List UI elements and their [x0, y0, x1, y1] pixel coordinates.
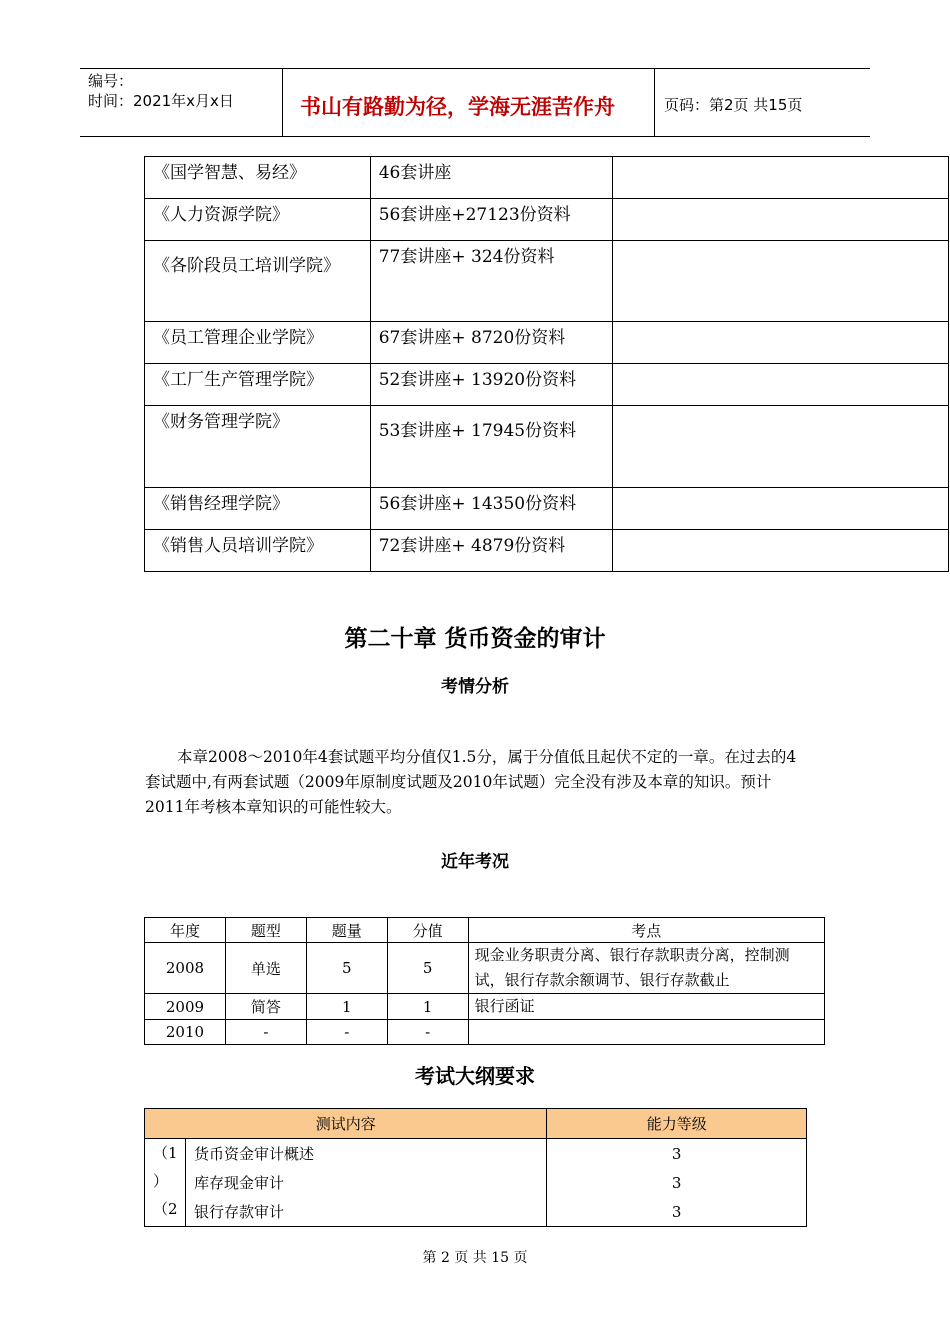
syllabus-item: 货币资金审计概述 [185, 1139, 546, 1169]
resource-name: 《员工管理企业学院》 [145, 322, 371, 364]
table-cell [468, 1020, 824, 1045]
column-header: 测试内容 [145, 1109, 547, 1139]
page-footer: 第 2 页 共 15 页 [422, 1250, 528, 1266]
resource-name: 《销售经理学院》 [145, 488, 371, 530]
syllabus-level: 3 [547, 1139, 807, 1169]
syllabus-item: 库存现金审计 [185, 1168, 546, 1197]
resource-name: 《人力资源学院》 [145, 199, 371, 241]
column-header: 能力等级 [547, 1109, 807, 1139]
table-cell: 2010 [145, 1020, 226, 1045]
table-cell: 单选 [225, 943, 306, 994]
header-motto: 书山有路勤为径，学海无涯苦作舟 [300, 95, 615, 119]
row-number: （2 [153, 1200, 178, 1218]
resource-name: 《国学智慧、易经》 [145, 157, 371, 199]
exam-table [144, 917, 825, 1045]
resource-content: 56套讲座+ 14350份资料 [370, 488, 613, 530]
resource-name: 《财务管理学院》 [145, 406, 371, 488]
section-title-analysis: 考情分析 [441, 677, 509, 697]
table-cell: 1 [387, 994, 468, 1020]
table-cell: 简答 [225, 994, 306, 1020]
syllabus-table [144, 1108, 807, 1227]
doc-time-label: 时间：2021年x月x日 [88, 92, 234, 110]
chapter-title: 第二十章 货币资金的审计 [344, 626, 606, 652]
column-header: 年度 [145, 918, 226, 943]
syllabus-level: 3 [547, 1168, 807, 1197]
resource-content: 52套讲座+ 13920份资料 [370, 364, 613, 406]
table-cell: - [225, 1020, 306, 1045]
resource-content: 46套讲座 [370, 157, 613, 199]
table-cell: 5 [387, 943, 468, 994]
resource-content: 67套讲座+ 8720份资料 [370, 322, 613, 364]
column-header: 考点 [468, 918, 824, 943]
resource-content: 53套讲座+ 17945份资料 [370, 406, 613, 488]
table-cell: 1 [306, 994, 387, 1020]
table-cell: - [387, 1020, 468, 1045]
row-number: （1 [153, 1144, 178, 1162]
header-divider [282, 68, 283, 136]
resource-content: 77套讲座+ 324份资料 [370, 241, 613, 322]
resource-name: 《工厂生产管理学院》 [145, 364, 371, 406]
column-header: 题型 [225, 918, 306, 943]
resource-table [144, 156, 949, 572]
table-cell: 5 [306, 943, 387, 994]
syllabus-item: 银行存款审计 [185, 1197, 546, 1227]
header-divider [654, 68, 655, 136]
table-cell: 银行函证 [468, 994, 824, 1020]
table-cell: - [306, 1020, 387, 1045]
row-number-cell [145, 1139, 186, 1227]
header-bottom-rule [80, 136, 870, 137]
resource-name: 《各阶段员工培训学院》 [145, 241, 371, 322]
header-top-rule [80, 68, 870, 69]
section-title-recent-exams: 近年考况 [441, 852, 509, 872]
resource-name: 《销售人员培训学院》 [145, 530, 371, 572]
doc-number-label: 编号： [88, 72, 134, 90]
header-page-label: 页码：第2页 共15页 [664, 96, 803, 114]
resource-content: 72套讲座+ 4879份资料 [370, 530, 613, 572]
column-header: 题量 [306, 918, 387, 943]
table-cell: 现金业务职责分离、银行存款职责分离，控制测试，银行存款余额调节、银行存款截止 [468, 943, 824, 994]
section-title-syllabus: 考试大纲要求 [415, 1064, 535, 1088]
resource-content: 56套讲座+27123份资料 [370, 199, 613, 241]
table-cell: 2008 [145, 943, 226, 994]
analysis-paragraph: 本章2008～2010年4套试题平均分值仅1.5分，属于分值低且起伏不定的一章。在过去的4套试题中,有两套试题（2009年原制度试题及2010年试题）完全没有涉及本章的知识。预计2011年考核本章知识的可能性较大。 [145, 748, 797, 816]
column-header: 分值 [387, 918, 468, 943]
syllabus-level: 3 [547, 1197, 807, 1227]
row-number: ） [153, 1172, 169, 1190]
table-cell: 2009 [145, 994, 226, 1020]
